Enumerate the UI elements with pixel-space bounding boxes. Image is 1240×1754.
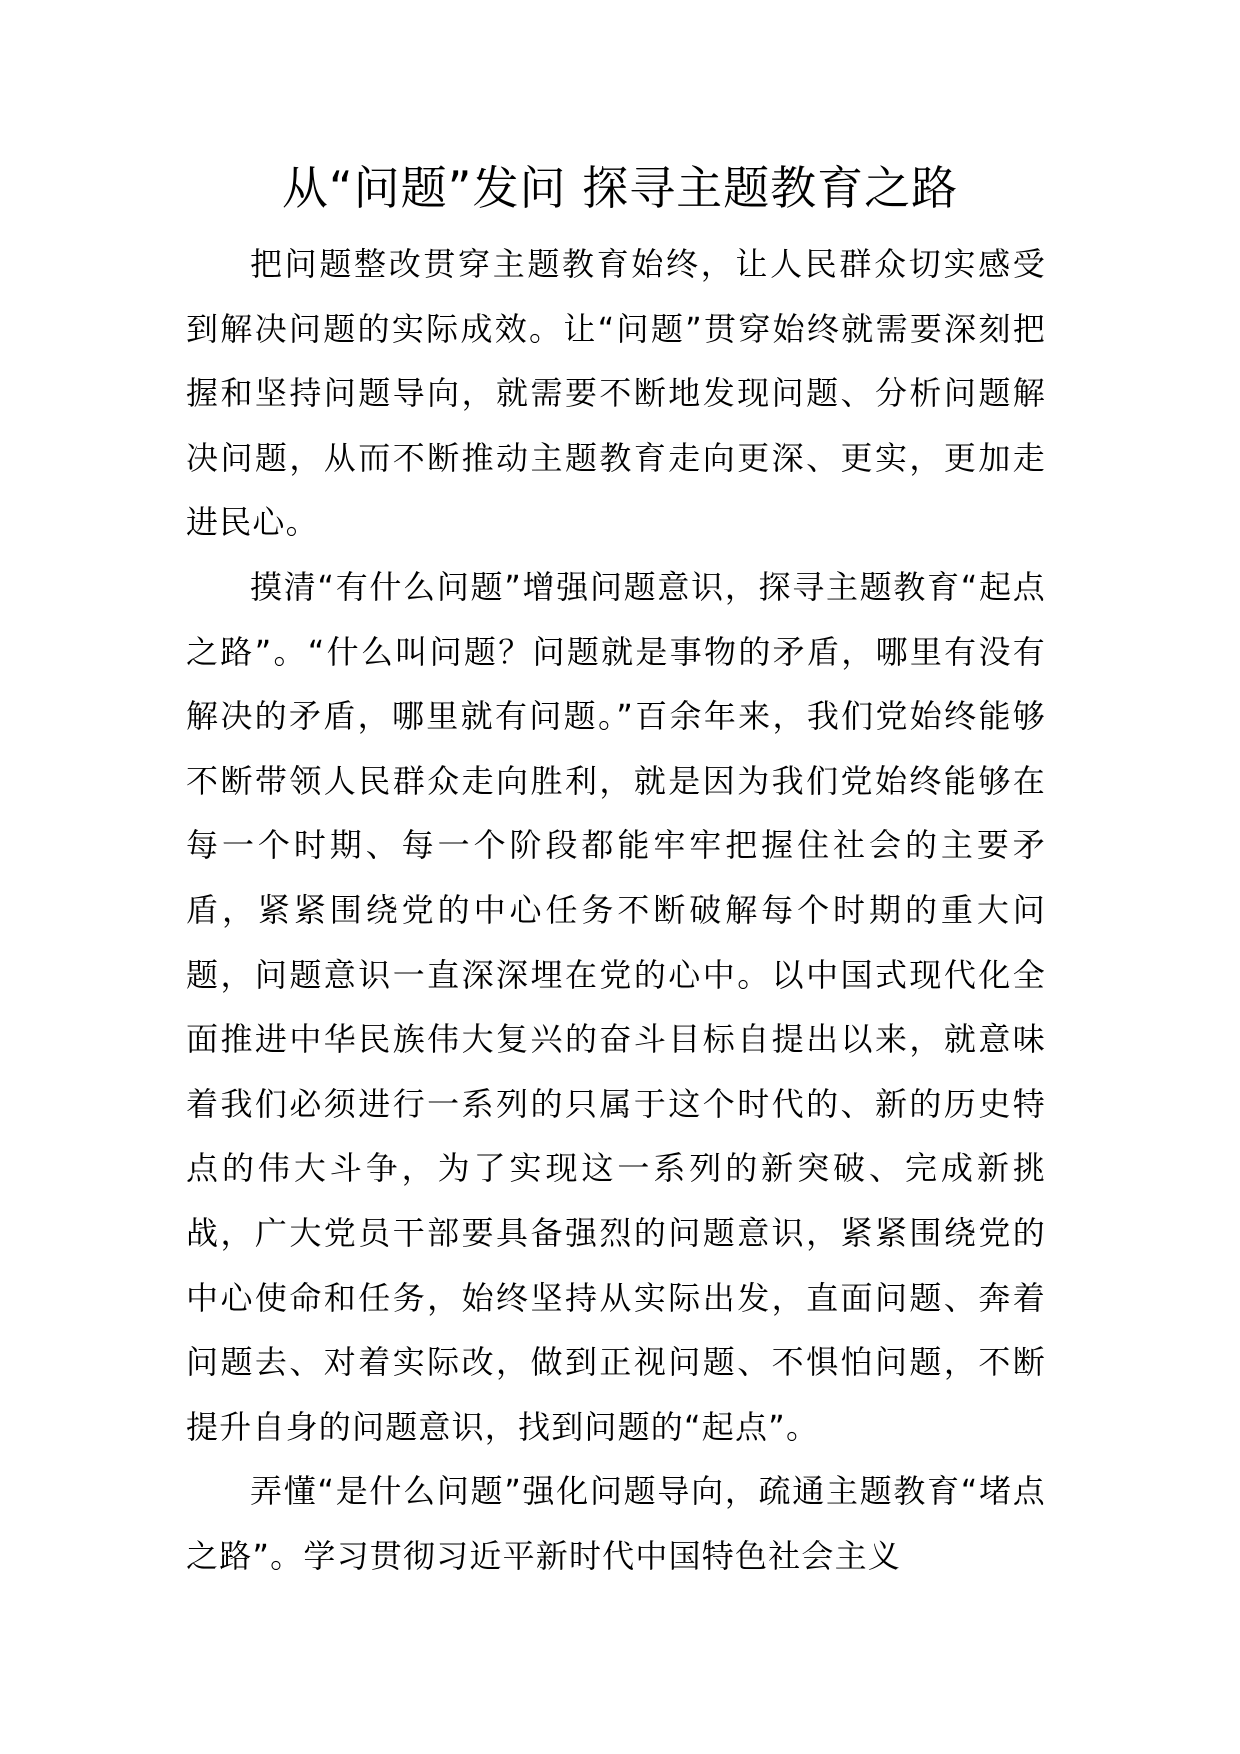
document-title: 从“问题”发问 探寻主题教育之路 bbox=[281, 161, 959, 215]
paragraph-problem-orientation: 弄懂“是什么问题”强化问题导向，疏通主题教育“堵点之路”。学习贯彻习近平新时代中国特色社会主义 bbox=[186, 1472, 1046, 1575]
paragraph-problem-awareness: 摸清“有什么问题”增强问题意识，探寻主题教育“起点之路”。“什么叫问题？问题就是事物的矛盾，哪里有没有解决的矛盾，哪里就有问题。”百余年来，我们党始终能够不断带领人民群众走向胜利，就是因为我们党始终能够在每一个时期、每一个阶段都能牢牢把握住社会的主要矛盾，紧紧围绕党的中心任务不断破解每个时期的重大问题，问题意识一直深深埋在党的心中。以中国式现代化全面推进中华民族伟大复兴的奋斗目标自提出以来，就意味着我们必须进行一系列的只属于这个时代的、新的历史特点的伟大斗争，为了实现这一系列的新突破、完成新挑战，广大党员干部要具备强烈的问题意识，紧紧围绕党的中心使命和任务，始终坚持从实际出发，直面问题、奔着问题去、对着实际改，做到正视问题、不惧怕问题，不断提升自身的问题意识，找到问题的“起点”。 bbox=[186, 567, 1046, 1446]
paragraph-intro: 把问题整改贯穿主题教育始终，让人民群众切实感受到解决问题的实际成效。让“问题”贯穿始终就需要深刻把握和坚持问题导向，就需要不断地发现问题、分析问题解决问题，从而不断推动主题教育走向更深、更实，更加走进民心。 bbox=[186, 245, 1046, 542]
document-body bbox=[186, 232, 1046, 1588]
